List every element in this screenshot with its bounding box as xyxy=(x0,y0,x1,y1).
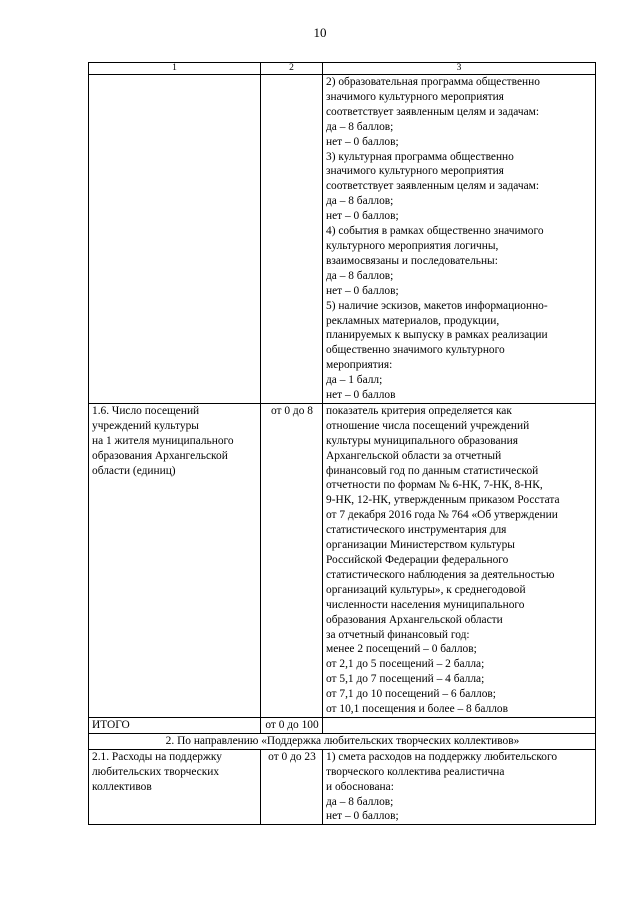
header-col-2: 2 xyxy=(261,63,323,75)
header-col-1: 1 xyxy=(89,63,261,75)
table-row xyxy=(89,403,596,717)
criterion-cell: 2.1. Расходы на поддержку любительских творческих коллективов xyxy=(89,749,261,825)
page-number: 10 xyxy=(313,25,327,40)
description-cell: показатель критерия определяется как отношение числа посещений учреждений культуры муниципального образования Архангельской области за отчетный финансовый год по данным статистической отчетности по формам № 6-НК, 7-НК, 8-НК, 9-НК, 12-НК, утвержденным приказом Росстата от 7 декабря 2016 года № 764 «Об утверждении статистического инструментария для организации Министерством культуры Российской Федерации федерального статистического наблюдения за деятельностью организаций культуры», к среднегодовой численности населения муниципального образования Архангельской области за отчетный финансовый год: менее 2 посещений – 0 баллов; от 2,1 до 5 посещений – 2 балла; от 5,1 до 7 посещений – 4 балла; от 7,1 до 10 посещений – 6 баллов; от 10,1 посещения и более – 8 баллов xyxy=(323,403,596,717)
section-heading-row xyxy=(89,733,596,749)
total-label-cell: ИТОГО xyxy=(89,717,261,733)
header-col-3: 3 xyxy=(323,63,596,75)
table-row xyxy=(89,75,596,404)
score-range-cell: от 0 до 23 xyxy=(261,749,323,825)
description-cell: 1) смета расходов на поддержку любительского творческого коллектива реалистична и обоснована: да – 8 баллов; нет – 0 баллов; xyxy=(323,749,596,825)
total-description-cell xyxy=(323,717,596,733)
table-header-row xyxy=(89,63,596,75)
criterion-cell xyxy=(89,75,261,404)
total-row xyxy=(89,717,596,733)
score-range-cell: от 0 до 8 xyxy=(261,403,323,717)
total-range-cell: от 0 до 100 xyxy=(261,717,323,733)
description-cell: 2) образовательная программа общественно значимого культурного мероприятия соответствует заявленным целям и задачам: да – 8 баллов; нет – 0 баллов; 3) культурная программа общественно значимого культурного мероприятия соответствует заявленным целям и задачам: да – 8 баллов; нет – 0 баллов; 4) события в рамках общественно значимого культурного мероприятия логичны, взаимосвязаны и последовательны: да – 8 баллов; нет – 0 баллов; 5) наличие эскизов, макетов информационно- рекламных материалов, продукции, планируемых к выпуску в рамках реализации общественно значимого культурного мероприятия: да – 1 балл; нет – 0 баллов xyxy=(323,75,596,404)
criterion-cell: 1.6. Число посещений учреждений культуры на 1 жителя муниципального образования Архангельской области (единиц) xyxy=(89,403,261,717)
table-row xyxy=(89,749,596,825)
section-heading: 2. По направлению «Поддержка любительских творческих коллективов» xyxy=(89,733,596,749)
criteria-table xyxy=(88,62,596,825)
score-range-cell xyxy=(261,75,323,404)
